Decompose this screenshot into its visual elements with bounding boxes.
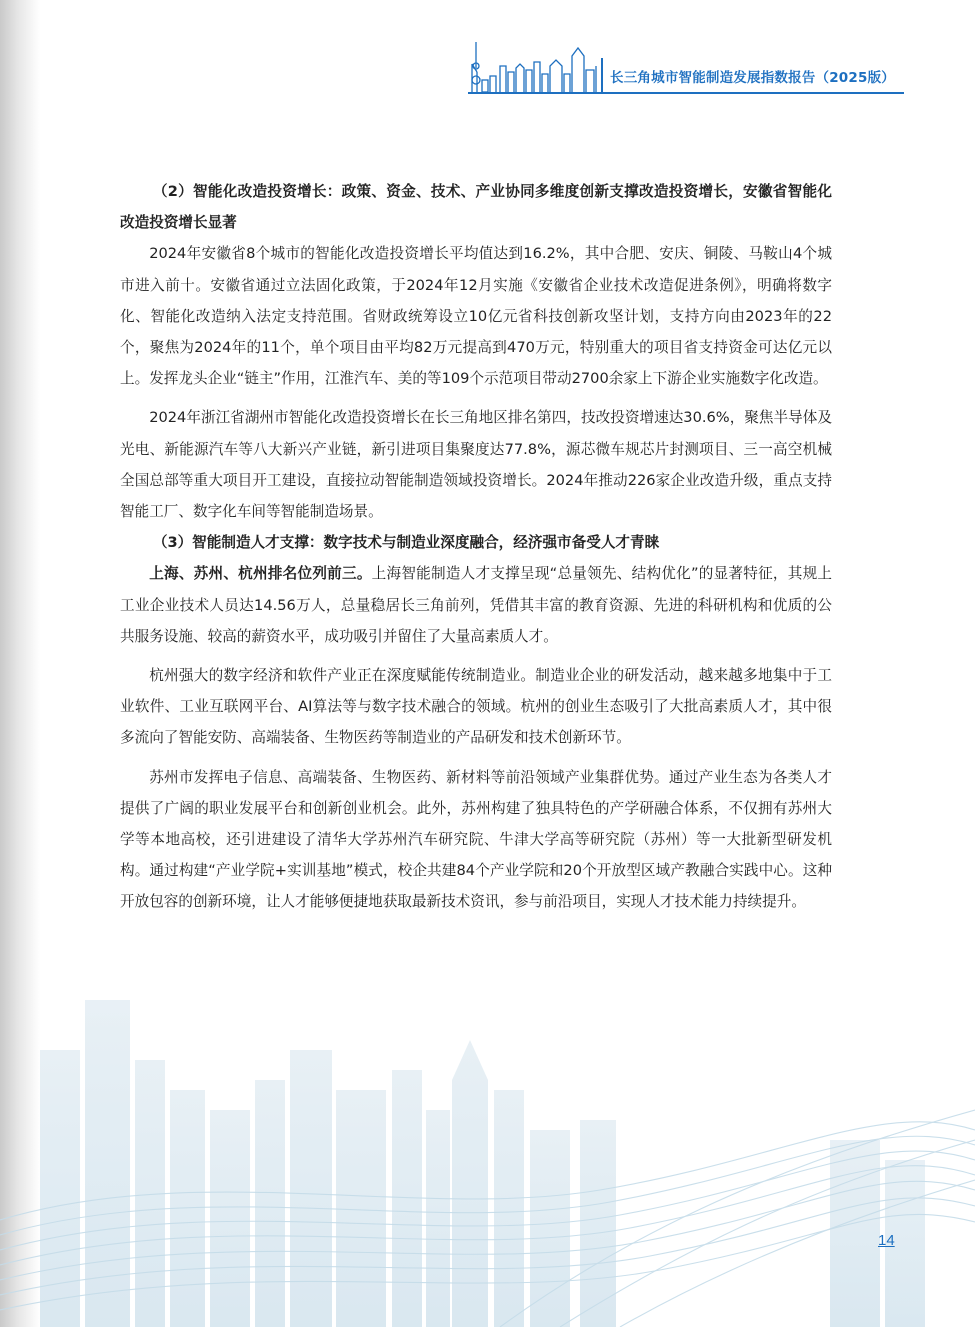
section-3-paragraph-3: 苏州市发挥电子信息、高端装备、生物医药、新材料等前沿领域产业集群优势。通过产业生态为各类人才提供了广阔的职业发展平台和创新创业机会。此外，苏州构建了独具特色的产学研融合体系，不仅拥有苏州大学等本地高校，还引进建设了清华大学苏州汽车研究院、牛津大学高等研究院（苏州）等一大批新型研发机构。通过构建“产业学院+实训基地”模式，校企共建84个产业学院和20个开放型区域产教融合实践中心。这种开放包容的创新环境，让人才能够便捷地获取最新技术资讯，参与前沿项目，实现人才技术能力持续提升。	[120, 768, 832, 911]
section-2-paragraph-1: 2024年安徽省8个城市的智能化改造投资增长平均值达到16.2%，其中合肥、安庆、铜陵、马鞍山4个城市进入前十。安徽省通过立法固化政策，于2024年12月实施《安徽省企业技术改造促进条例》，明确将数字化、智能化改造纳入法定支持范围。省财政统筹设立10亿元省科技创新攻坚计划，支持方向由2023年的22个，聚焦为2024年的11个，单个项目由平均82万元提高到470万元，特别重大的项目省支持资金可达亿元以上。发挥龙头企业“链主”作用，江淮汽车、美的等109个示范项目带动2700余家上下游企业实施数字化改造。	[120, 245, 832, 388]
section-3-heading: （3）智能制造人才支撑：数字技术与制造业深度融合，经济强市备受人才青睐	[152, 534, 660, 552]
city-skyline-illustration	[0, 990, 975, 1327]
page-number: 14	[878, 1232, 895, 1249]
report-title: 长三角城市智能制造发展指数报告（2025版）	[610, 70, 895, 86]
section-2-paragraph-2: 2024年浙江省湖州市智能化改造投资增长在长三角地区排名第四，技改投资增速达30.6%，聚焦半导体及光电、新能源汽车等八大新兴产业链，新引进项目集聚度达77.8%，源芯微车规芯片封测项目、三一高空机械全国总部等重大项目开工建设，直接拉动智能制造领域投资增长。2024年推动226家企业改造升级，重点支持智能工厂、数字化车间等智能制造场景。	[120, 409, 832, 521]
page-header	[468, 40, 908, 98]
report-body	[120, 176, 832, 918]
section-3-paragraph-1	[120, 558, 832, 652]
section-3-paragraph-1-text: 上海智能制造人才支撑呈现“总量领先、结构优化”的显著特征，其规上工业企业技术人员达14.56万人，总量稳居长三角前列，凭借其丰富的教育资源、先进的科研机构和优质的公共服务设施、较高的薪资水平，成功吸引并留住了大量高素质人才。	[120, 565, 832, 645]
section-2-heading: （2）智能化改造投资增长：政策、资金、技术、产业协同多维度创新支撑改造投资增长，安徽省智能化改造投资增长显著	[120, 183, 832, 232]
section-3-paragraph-2: 杭州强大的数字经济和软件产业正在深度赋能传统制造业。制造业企业的研发活动，越来越多地集中于工业软件、工业互联网平台、AI算法等与数字技术融合的领域。杭州的创业生态吸引了大批高素质人才，其中很多流向了智能安防、高端装备、生物医药等制造业的产品研发和技术创新环节。	[120, 667, 832, 747]
section-3-lead: 上海、苏州、杭州排名位列前三。	[149, 565, 372, 583]
